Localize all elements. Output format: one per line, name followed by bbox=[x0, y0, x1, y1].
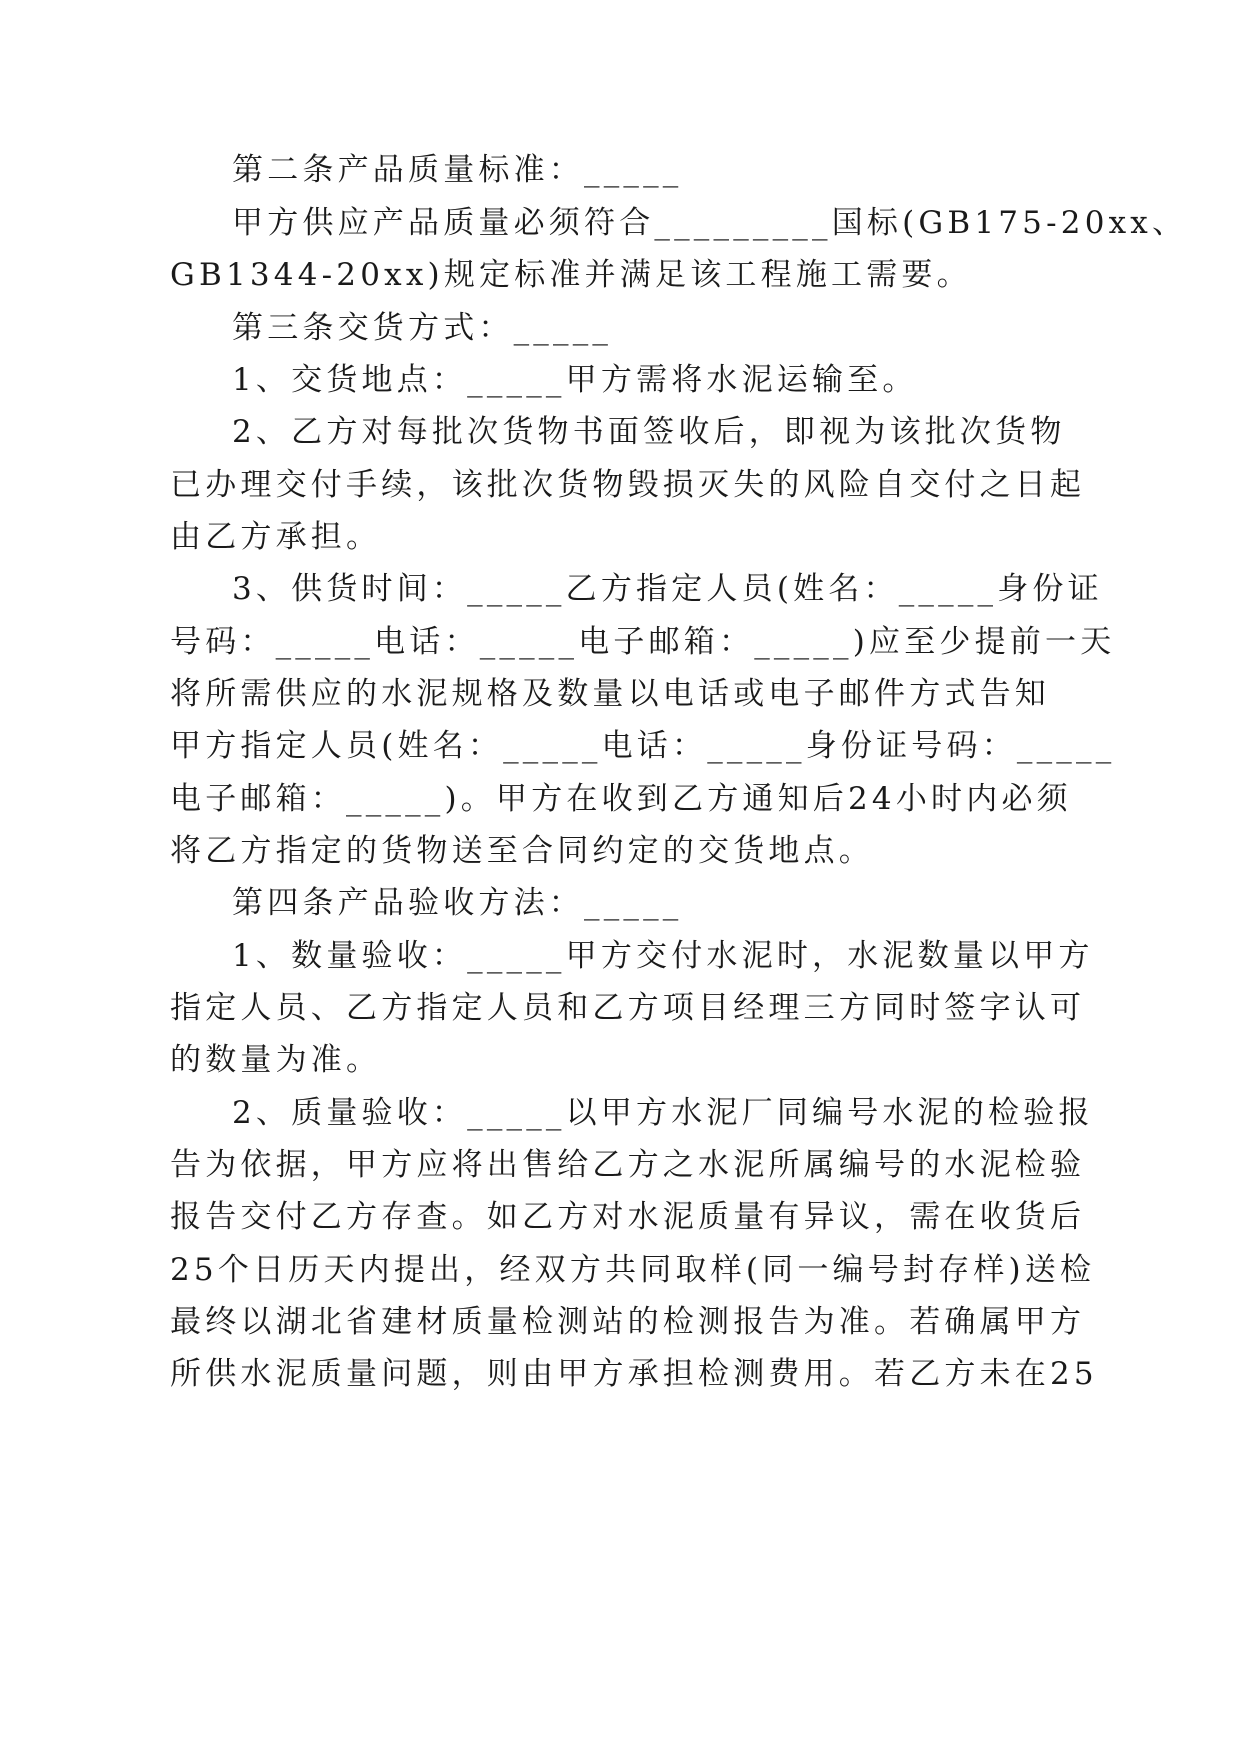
text-line: 25个日历天内提出，经双方共同取样(同一编号封存样)送检 bbox=[170, 1252, 1096, 1288]
text-line: 3、供货时间：_____乙方指定人员(姓名：_____身份证 bbox=[232, 571, 1103, 607]
text-line: 的数量为准。 bbox=[170, 1042, 382, 1078]
text-line: 告为依据，甲方应将出售给乙方之水泥所属编号的水泥检验 bbox=[170, 1147, 1086, 1183]
text-line: 指定人员、乙方指定人员和乙方项目经理三方同时签字认可 bbox=[170, 990, 1086, 1026]
text-line: 2、质量验收：_____以甲方水泥厂同编号水泥的检验报 bbox=[232, 1095, 1094, 1131]
text-line: 将乙方指定的货物送至合同约定的交货地点。 bbox=[170, 833, 874, 869]
text-line: 电子邮箱：_____)。甲方在收到乙方通知后24小时内必须 bbox=[170, 781, 1072, 817]
text-line: 1、交货地点：_____甲方需将水泥运输至。 bbox=[232, 362, 918, 398]
text-line: 最终以湖北省建材质量检测站的检测报告为准。若确属甲方 bbox=[170, 1304, 1086, 1340]
text-line: 第四条产品验收方法：_____ bbox=[232, 885, 683, 921]
text-line: 报告交付乙方存查。如乙方对水泥质量有异议，需在收货后 bbox=[170, 1199, 1086, 1235]
text-line: 第二条产品质量标准：_____ bbox=[232, 152, 683, 188]
text-line: 已办理交付手续，该批次货物毁损灭失的风险自交付之日起 bbox=[170, 467, 1086, 503]
text-line: 将所需供应的水泥规格及数量以电话或电子邮件方式告知 bbox=[170, 676, 1050, 712]
text-line: 第三条交货方式：_____ bbox=[232, 310, 613, 346]
text-line: 甲方供应产品质量必须符合_________国标(GB175-20xx、 bbox=[232, 205, 1188, 241]
text-line: 1、数量验收：_____甲方交付水泥时，水泥数量以甲方 bbox=[232, 938, 1094, 974]
text-line: 号码：_____电话：_____电子邮箱：_____)应至少提前一天 bbox=[170, 624, 1116, 660]
text-line: 2、乙方对每批次货物书面签收后，即视为该批次货物 bbox=[232, 414, 1066, 450]
text-line: GB1344-20xx)规定标准并满足该工程施工需要。 bbox=[170, 257, 972, 293]
text-line: 由乙方承担。 bbox=[170, 519, 382, 555]
text-line: 所供水泥质量问题，则由甲方承担检测费用。若乙方未在25 bbox=[170, 1356, 1098, 1392]
text-line: 甲方指定人员(姓名：_____电话：_____身份证号码：_____ bbox=[170, 728, 1116, 764]
